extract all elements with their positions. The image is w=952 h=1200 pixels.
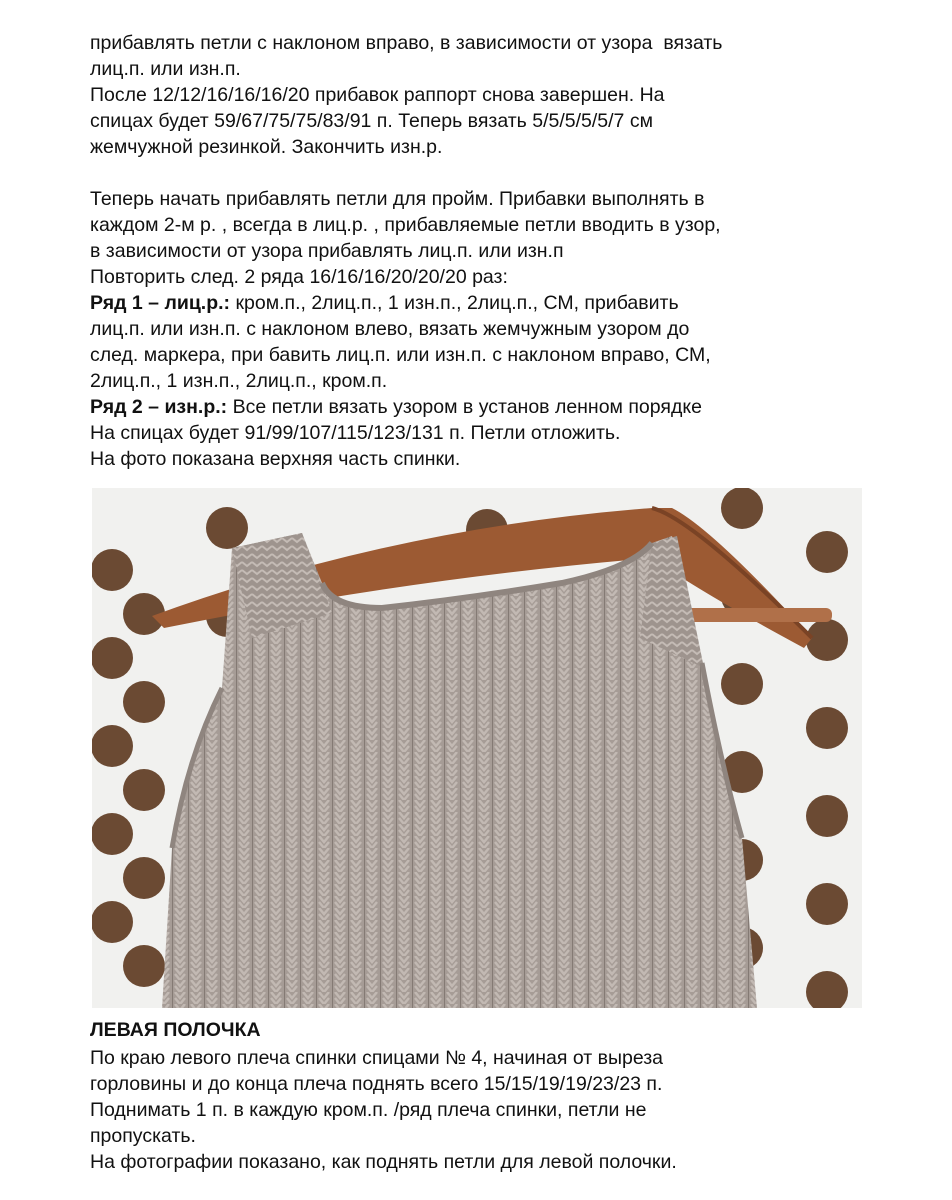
row-1-label: Ряд 1 – лиц.р.: <box>90 292 231 314</box>
top-text-block <box>90 30 830 472</box>
row-2-label: Ряд 2 – изн.р.: <box>90 396 228 418</box>
text-line: лиц.п. или изн.п. с наклоном влево, вязать жемчужным узором до <box>90 318 690 340</box>
text-line: каждом 2-м р. , всегда в лиц.р. , прибавляемые петли вводить в узор, <box>90 214 721 236</box>
text-line: след. маркера, при бавить лиц.п. или изн.п. с наклоном вправо, СМ, <box>90 344 711 366</box>
text-line: Теперь начать прибавлять петли для пройм. Прибавки выполнять в <box>90 188 705 210</box>
text-line: Поднимать 1 п. в каждую кром.п. /ряд плеча спинки, петли не <box>90 1099 647 1121</box>
text-line: На спицах будет 91/99/107/115/123/131 п. Петли отложить. <box>90 422 621 444</box>
row-2-line: Ряд 2 – изн.р.: Все петли вязать узором в установ ленном порядке <box>90 396 702 418</box>
knit-top-photo <box>92 488 862 1008</box>
text-line: На фотографии показано, как поднять петли для левой полочки. <box>90 1151 677 1173</box>
knit-top-illustration <box>92 488 862 1008</box>
section-heading: ЛЕВАЯ ПОЛОЧКА <box>90 1019 261 1041</box>
text-line: горловины и до конца плеча поднять всего 15/15/19/19/23/23 п. <box>90 1073 663 1095</box>
knit-garment <box>162 533 757 1008</box>
text-line: На фото показана верхняя часть спинки. <box>90 448 461 470</box>
text-line: пропускать. <box>90 1125 196 1147</box>
text-line: прибавлять петли с наклоном вправо, в зависимости от узора вязать <box>90 32 723 54</box>
text-line: После 12/12/16/16/16/20 прибавок раппорт снова завершен. На <box>90 84 665 106</box>
text-line: По краю левого плеча спинки спицами № 4, начиная от выреза <box>90 1047 664 1069</box>
bottom-text-block <box>90 1045 830 1175</box>
text-line: 2лиц.п., 1 изн.п., 2лиц.п., кром.п. <box>90 370 388 392</box>
text-line: Повторить след. 2 ряда 16/16/16/20/20/20 раз: <box>90 266 508 288</box>
text-line: в зависимости от узора прибавлять лиц.п. или изн.п <box>90 240 564 262</box>
text-line: спицах будет 59/67/75/75/83/91 п. Теперь вязать 5/5/5/5/5/7 см <box>90 110 653 132</box>
row-1-line: Ряд 1 – лиц.р.: кром.п., 2лиц.п., 1 изн.п., 2лиц.п., СМ, прибавить <box>90 292 679 314</box>
text-line: лиц.п. или изн.п. <box>90 58 241 80</box>
text-line: жемчужной резинкой. Закончить изн.р. <box>90 136 443 158</box>
